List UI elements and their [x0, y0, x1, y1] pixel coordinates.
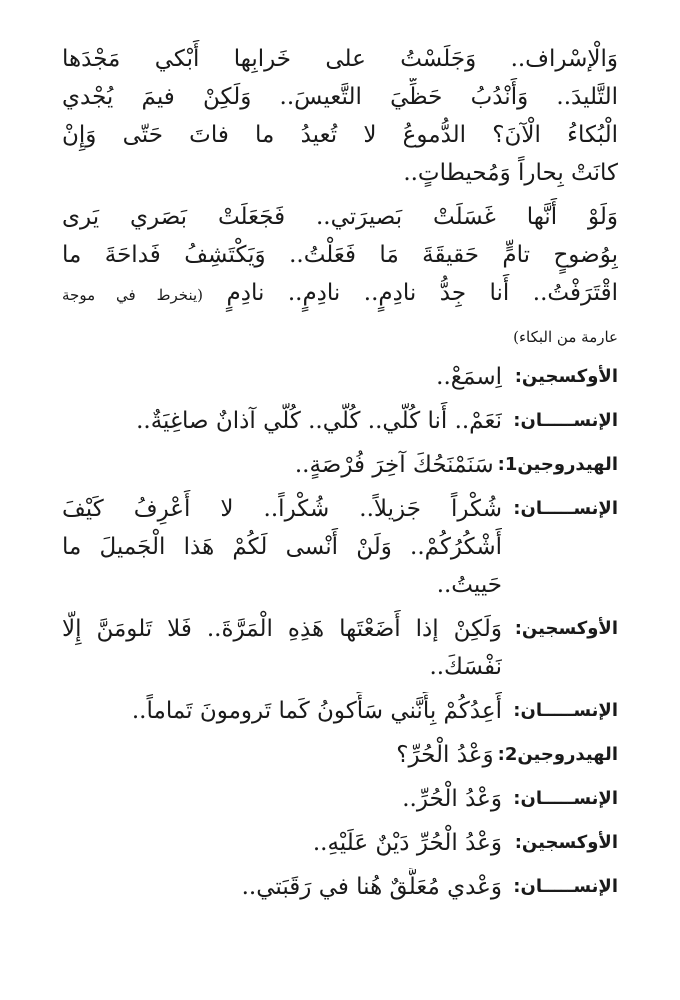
text-fragment: اقْتَرَفْتُ.. أَنا جِدُّ نادِمٍ.. نادِمٍ.. نادِمٍ: [226, 280, 618, 306]
text-line-with-stage-direction: [62, 274, 618, 314]
stage-direction-end: عارمة من البكاء): [513, 328, 618, 346]
speaker-name: الهيدروجين1:: [497, 454, 618, 475]
speech-text: [62, 736, 494, 774]
text-line: وَلَكِنْ إذا أَضَعْتَها هَذِهِ الْمَرَّةَ.. فَلا تَلومَنَّ إِلّا: [62, 616, 502, 642]
text-line: وَعْدي مُعَلَّقٌ هُنا في رَقَبَتي..: [241, 874, 502, 900]
speech-text: [62, 610, 502, 686]
text-line: نَفْسَكَ..: [429, 654, 502, 680]
dialogue-line: [62, 692, 618, 730]
text-line: وَالْإسْراف.. وَجَلَسْتُ على خَرابِها أَبْكي مَجْدَها: [62, 46, 618, 72]
text-line: بِوُضوحٍ تامٍّ حَقيقَةَ مَا فَعَلْتُ.. وَيَكْتَشِفُ فَداحَةَ ما: [62, 242, 618, 268]
speech-text: [62, 490, 502, 604]
speech-text: [62, 692, 502, 730]
dialogue-line: [62, 358, 618, 396]
dialogue-block: [62, 358, 618, 906]
dialogue-line: [62, 490, 618, 604]
text-line: أَشْكُرُكُمْ.. وَلَنْ أَنْسى لَكُمْ هَذا الْجَميلَ ما: [62, 534, 502, 560]
narration-paragraph-1: [62, 40, 618, 192]
stage-direction-start: (ينخرط في موجة: [62, 286, 203, 304]
text-line: التَّليدَ.. وَأَنْدُبُ حَظِّيَ التَّعيسَ.. وَلَكِنْ فيمَ يُجْدي: [62, 84, 618, 110]
dialogue-line: [62, 824, 618, 862]
speech-text: [62, 780, 502, 818]
text-line: سَنَمْنَحُكَ آخِرَ فُرْصَةٍ..: [294, 452, 494, 478]
speaker-name: الإنســـــان:: [513, 410, 618, 431]
speech-text: [62, 824, 502, 862]
dialogue-line: [62, 610, 618, 686]
speaker-name: الأوكسجين:: [514, 618, 618, 639]
dialogue-line: [62, 868, 618, 906]
text-line: شُكْراً جَزيلاً.. شُكْراً.. لا أَعْرِفُ كَيْفَ: [62, 496, 502, 522]
dialogue-line: [62, 446, 618, 484]
text-line: وَعْدُ الْحُرِّ؟: [396, 742, 494, 768]
narration-paragraph-2: [62, 198, 618, 314]
dialogue-line: [62, 402, 618, 440]
text-line: حَييتُ..: [436, 572, 502, 598]
speech-text: [62, 358, 502, 396]
speaker-name: الإنســـــان:: [513, 700, 618, 721]
speech-text: [62, 446, 494, 484]
text-line: كانَتْ بِحاراً وَمُحيطاتٍ..: [403, 160, 618, 186]
dialogue-line: [62, 736, 618, 774]
speaker-name: الإنســـــان:: [513, 876, 618, 897]
text-line: أَعِدُكُمْ بِأَنَّني سَأَكونُ كَما تَرومونَ تَماماً..: [131, 698, 502, 724]
speaker-name: الهيدروجين2:: [497, 744, 618, 765]
text-line: وَلَوْ أَنَّها غَسَلَتْ بَصيرَتي.. فَجَعَلَتْ بَصَري يَرى: [62, 204, 618, 230]
text-line: وَعْدُ الْحُرِّ..: [402, 786, 502, 812]
speaker-name: الإنســـــان:: [513, 498, 618, 519]
speaker-name: الأوكسجين:: [514, 832, 618, 853]
dialogue-line: [62, 780, 618, 818]
text-line: نَعَمْ.. أَنا كُلّي.. كُلّي.. كُلّي آذانٌ صاغِيَةٌ..: [136, 408, 502, 434]
text-line: اِسمَعْ..: [436, 364, 502, 390]
text-line: الْبُكاءُ الْآنَ؟ الدُّموعُ لا تُعيدُ ما فاتَ حَتّى وَإِنْ: [62, 122, 618, 148]
speaker-name: الأوكسجين:: [514, 366, 618, 387]
speaker-name: الإنســـــان:: [513, 788, 618, 809]
document-page: [62, 40, 618, 912]
speech-text: [62, 868, 502, 906]
speech-text: [62, 402, 502, 440]
text-line: وَعْدُ الْحُرِّ دَيْنٌ عَلَيْهِ..: [312, 830, 502, 856]
